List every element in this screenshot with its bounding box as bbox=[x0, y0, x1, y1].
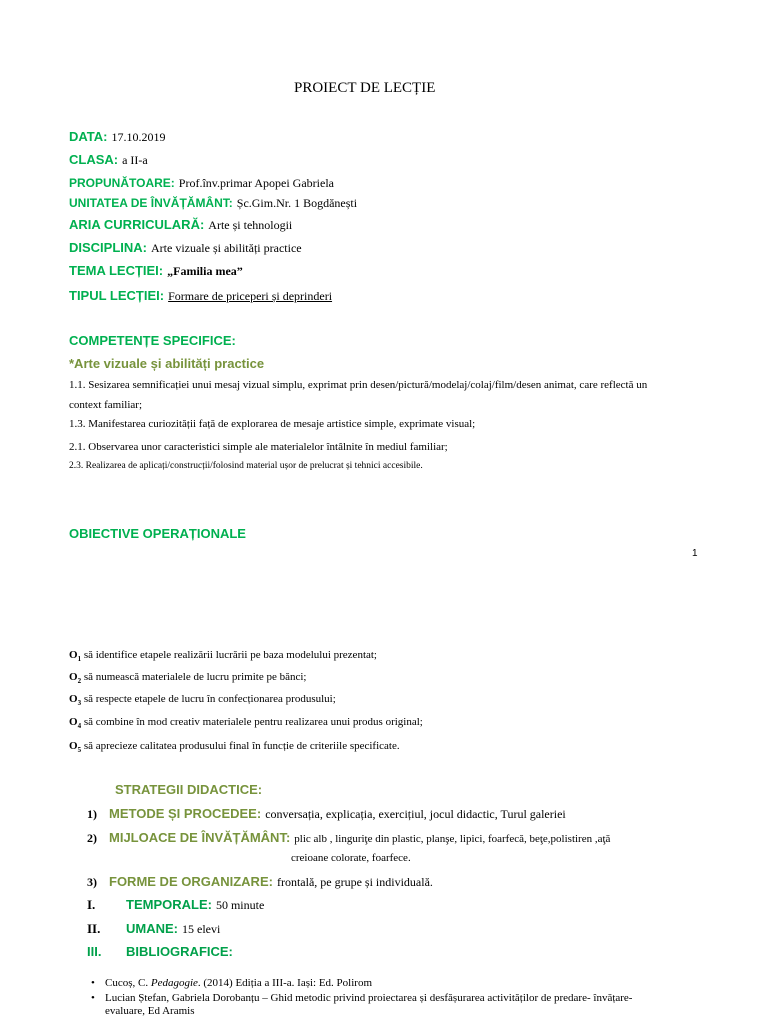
objective-item: $O_3$ să respecte etapele de lucru în confecționarea produsului; bbox=[69, 693, 336, 708]
objective-item: $O_4$ să combine în mod creativ materialele pentru realizarea unui produs original; bbox=[69, 716, 423, 731]
mijloace-row: 2) MIJLOACE DE ÎNVĂȚĂMÂNT: plic alb , linguriţe din plastic, planşe, lipici, foarfecă, beţe,polistiren ,aţă bbox=[87, 830, 611, 845]
metode-label: METODE ȘI PROCEDEE: bbox=[109, 806, 262, 821]
competenta-item: 1.3. Manifestarea curiozității față de explorarea de mesaje artistice simple, exprimate visual; bbox=[69, 418, 476, 430]
metode-value: conversația, explicația, exercițiul, jocul didactic, Turul galeriei bbox=[265, 807, 566, 821]
data-value: 17.10.2019 bbox=[111, 130, 166, 144]
page-number: 1 bbox=[692, 548, 698, 559]
disciplina-label: DISCIPLINA: bbox=[69, 240, 147, 255]
competenta-item: 1.1. Sesizarea semnificației unui mesaj vizual simplu, exprimat prin desen/pictură/modelaj/colaj/film/desen animat, care reflectă un bbox=[69, 379, 648, 391]
umane-value: 15 elevi bbox=[182, 922, 221, 936]
competente-heading: COMPETENȚE SPECIFICE: bbox=[69, 333, 236, 348]
clasa-value: a II-a bbox=[122, 153, 148, 167]
data-label: DATA: bbox=[69, 129, 108, 144]
tipul-value: Formare de priceperi și deprinderi bbox=[168, 289, 333, 303]
tipul-row bbox=[69, 287, 332, 305]
temporale-value: 50 minute bbox=[215, 898, 265, 912]
bibliography-item: • Cucoș, C. Pedagogie. (2014) Ediția a III-a. Iași: Ed. Polirom bbox=[91, 977, 373, 989]
umane-row: II. UMANE: 15 elevi bbox=[87, 921, 221, 936]
umane-label: UMANE: bbox=[126, 921, 178, 936]
clasa-row bbox=[69, 151, 148, 169]
metode-row: 1) METODE ȘI PROCEDEE: conversația, explicația, exercițiul, jocul didactic, Turul galeriei bbox=[87, 806, 566, 821]
competenta-item: 2.1. Observarea unor caracteristici simple ale materialelor întâlnite în mediul familiar; bbox=[69, 441, 448, 453]
competenta-item: context familiar; bbox=[69, 399, 142, 411]
aria-label: ARIA CURRICULARĂ: bbox=[69, 217, 205, 232]
bullet-icon: • bbox=[91, 977, 95, 989]
obiective-heading: OBIECTIVE OPERAȚIONALE bbox=[69, 526, 246, 541]
page-title: PROIECT DE LECȚIE bbox=[294, 80, 436, 96]
objective-item: $O_1$ să identifice etapele realizării lucrării pe baza modelului prezentat; bbox=[69, 649, 377, 664]
disciplina-row bbox=[69, 239, 302, 257]
mijloace-value: plic alb , linguriţe din plastic, planşe, lipici, foarfecă, beţe,polistiren ,aţă bbox=[294, 833, 611, 845]
bibliography-item-continued: evaluare, Ed Aramis bbox=[105, 1005, 195, 1017]
propunatoare-row bbox=[69, 174, 334, 192]
tema-value: „Familia mea” bbox=[167, 264, 243, 278]
bibliografice-label: BIBLIOGRAFICE: bbox=[126, 944, 233, 959]
unitatea-value: Șc.Gim.Nr. 1 Bogdănești bbox=[236, 196, 358, 210]
unitatea-row bbox=[69, 194, 357, 212]
propunatoare-label: PROPUNĂTOARE: bbox=[69, 176, 175, 190]
temporale-label: TEMPORALE: bbox=[126, 897, 212, 912]
unitatea-label: UNITATEA DE ÎNVĂȚĂMÂNT: bbox=[69, 196, 233, 210]
bullet-icon: • bbox=[91, 992, 95, 1004]
objective-item: $O_5$ să aprecieze calitatea produsului final în funcție de criteriile specificate. bbox=[69, 740, 400, 755]
competenta-item: 2.3. Realizarea de aplicați/construcții/folosind material ușor de prelucrat și tehnici accesibile. bbox=[69, 461, 423, 471]
disciplina-value: Arte vizuale și abilități practice bbox=[151, 241, 302, 255]
tema-row bbox=[69, 262, 243, 280]
strategii-heading: STRATEGII DIDACTICE: bbox=[115, 782, 263, 797]
bibliografice-row: III. BIBLIOGRAFICE: bbox=[87, 944, 233, 959]
mijloace-label: MIJLOACE DE ÎNVĂȚĂMÂNT: bbox=[109, 830, 291, 845]
forme-value: frontală, pe grupe și individuală. bbox=[276, 875, 433, 889]
bibliography-item: • Lucian Ștefan, Gabriela Dorobanțu – Ghid metodic privind proiectarea și desfășurarea activităților de predare- învățare- bbox=[91, 992, 633, 1004]
data-row bbox=[69, 128, 166, 146]
clasa-label: CLASA: bbox=[69, 152, 119, 167]
forme-row: 3) FORME DE ORGANIZARE: frontală, pe grupe și individuală. bbox=[87, 874, 433, 889]
temporale-row: I. TEMPORALE: 50 minute bbox=[87, 897, 265, 912]
aria-value: Arte și tehnologii bbox=[208, 218, 293, 232]
competente-subheading: *Arte vizuale și abilități practice bbox=[69, 356, 265, 371]
objective-item: $O_2$ să numească materialele de lucru primite pe bănci; bbox=[69, 671, 307, 686]
aria-row bbox=[69, 216, 292, 234]
tema-label: TEMA LECȚIEI: bbox=[69, 263, 164, 278]
mijloace-value-continued: creioane colorate, foarfece. bbox=[291, 852, 411, 864]
propunatoare-value: Prof.înv.primar Apopei Gabriela bbox=[178, 176, 334, 190]
tipul-label: TIPUL LECȚIEI: bbox=[69, 288, 165, 303]
forme-label: FORME DE ORGANIZARE: bbox=[109, 874, 273, 889]
